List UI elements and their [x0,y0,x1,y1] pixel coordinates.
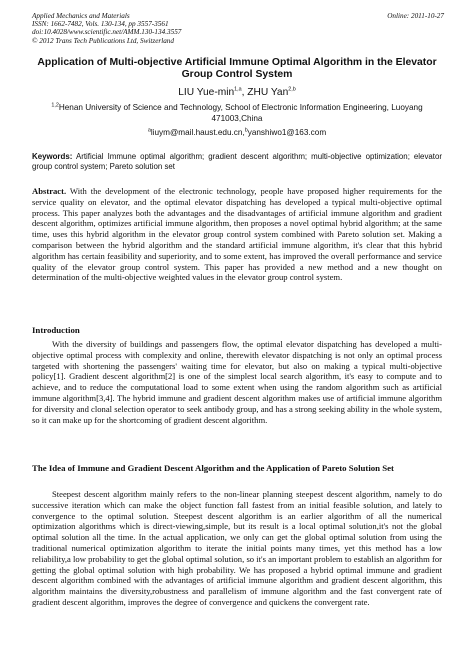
abstract [32,186,442,283]
author-line [32,87,442,98]
author-1: LIU Yue-min [178,87,235,98]
abstract-text: With the development of the electronic technology, people have proposed higher requirements for the service quality on elevator, and the optimal elevator dispatching has developed a typical multi-objective optimal process. This paper analyzes both the advantages and the disadvantages of artificial immune algorithm and gradient descent algorithm, optimizes artificial immune algorithm, then proposes a novel optimal hybrid algorithm; at the same time, uses this hybrid algorithm in the elevator group control system combined with Pareto solution set. Making a comparison between the hybrid algorithm and the standard artificial immune algorithm, it's clear that this hybrid algorithm has certain feasibility and superiority, and to some extent, has improved the overall performance and service quality of the elevator group control system. This paper has provided a new method and a new thought on determination of the multi-objective weighted values in the elevator group control system. [32,186,442,283]
journal-doi: doi:10.4028/www.scientific.net/AMM.130-134.3557 [32,28,182,37]
email-b: yanshiwo1@163.com [247,128,327,137]
journal-name: Applied Mechanics and Materials [32,12,130,20]
journal-header [32,12,181,45]
online-date: Online: 2011-10-27 [387,12,444,20]
journal-issn: ISSN: 1662-7482, Vols. 130-134, pp 3557-3561 [32,20,169,29]
author-separator: , [241,87,248,98]
author-1-sup: 1,a [234,86,242,93]
email-line [32,128,442,137]
abstract-label: Abstract. [32,186,67,196]
email-b-sup: b [244,127,248,134]
email-a: liuym@mail.haust.edu.cn, [150,128,245,137]
journal-copyright: © 2012 Trans Tech Publications Ltd, Switzerland [32,36,174,45]
section2-text: Steepest descent algorithm mainly refers to the non-linear planning steepest descent algorithm, namely to do successive iteration which can make the object function fall fastest from an initial feasible solution, and lately to convergence to the optimal solution. Steepest descent algorithm is an earlier algorithm of all the numerical optimization algorithms which is direct-viewing,simple, but its result is a local optimal solution,it's not the global optimal solution all the time. In the actual application, we only can get the global optimal solution from using the traditional numerical optimization algorithm to iterate the initial points many times, yet this method has a low reliability,a low probability to get the global optimal solution, so it's an important problem to establish an algorithm for getting the global optimal solution with high probability. We has proposed a hybrid optimal immune and gradient descent algorithm combined with the advantages of artificial immune algorithm and gradient descent algorithm, this algorithm maintains the diversity,robustness and parallelism of immune algorithm and the fast convergent rate of gradient descent algorithm, improves the degree of convergence and quickens the convergent rate. [32,489,442,607]
email-a-sup: a [147,127,151,134]
keywords-label: Keywords: [32,152,73,161]
affiliation-text: Henan University of Science and Technology, School of Electronic Information Engineering, Luoyang 471003,China [58,103,423,123]
paper-title: Application of Multi-objective Artificial Immune Optimal Algorithm in the Elevator Group Control System [37,57,437,80]
affiliation-sup: 1,2 [51,102,59,109]
author-2-sup: 2,b [288,86,296,93]
introduction-text: With the diversity of buildings and passengers flow, the optimal elevator dispatching has developed a multi-objective optimal process with complexity and online, therewith elevator dispatching is not only an optimal process targeted with shortening the passengers' waiting time for elevator, but also on making a typical multi-objective policy[1]. Gradient descent algorithm[2] is one of the simplest local search algorithm, it's easy to compute and to achieve, and to reduce the computational load to some extent when using the random algorithm such as artificial immune algorithm[3,4]. The hybrid immune and gradient descent algorithm makes use of artificial immune algorithm for diversity and clonal selection operator to seek antibody group, and has a strong seeking ability in the whole system, so it can make up for the shortcoming of gradient descent algorithm. [32,339,442,425]
keywords [32,152,442,173]
keywords-text: Artificial Immune optimal algorithm; gradient descent algorithm; multi-objective optimization; elevator group control system; Pareto solution set [32,152,442,172]
author-2: ZHU Yan [247,87,289,98]
section2-heading: The Idea of Immune and Gradient Descent Algorithm and the Application of Pareto Solution Set [32,463,394,473]
affiliation [32,103,442,124]
introduction-heading: Introduction [32,325,80,335]
